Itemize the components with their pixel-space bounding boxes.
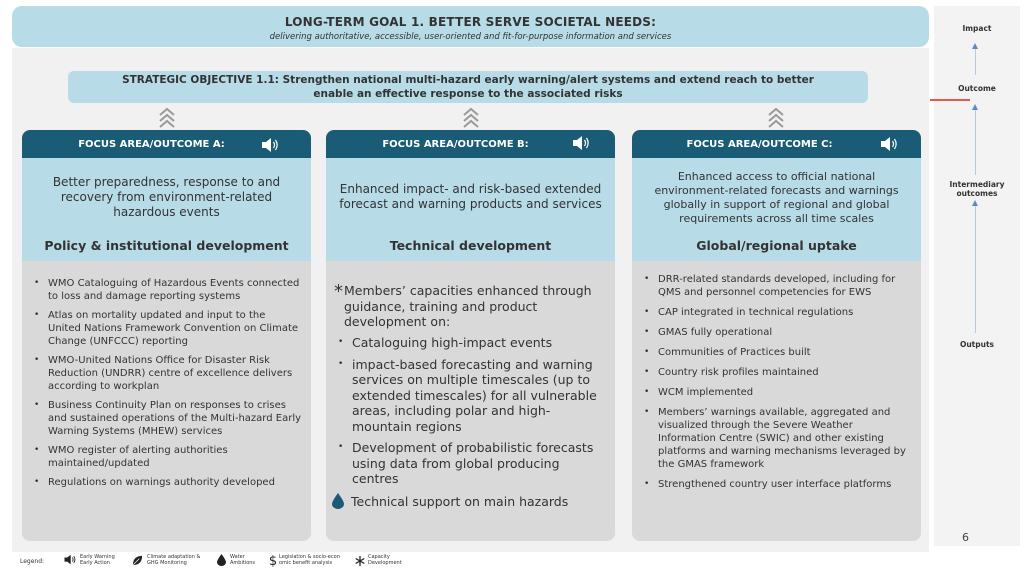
strategic-objective-box: [68, 71, 868, 103]
dollar-icon: [268, 553, 278, 567]
list-item: • WMO-United Nations Office for Disaster Risk Reduction (UNDRR) centre of excellence delivers according to workplan: [32, 354, 301, 393]
long-term-goal-banner: [12, 6, 929, 47]
arrow-up-icon: [972, 104, 978, 110]
focus-area-c-label: FOCUS AREA/OUTCOME C:: [686, 139, 833, 150]
track-a-title: Policy & institutional development: [44, 238, 289, 253]
water-drop-icon: [332, 493, 344, 509]
focus-area-a-header: [22, 130, 311, 158]
legend-label: Legend:: [20, 558, 45, 565]
arrow-up-icon: [972, 43, 978, 49]
sidebar-outputs-label: Outputs: [959, 340, 995, 349]
chain-connector-line: [975, 109, 976, 175]
focus-area-a-column: [22, 130, 311, 541]
focus-area-c-outcome: [632, 158, 921, 261]
list-item: • Atlas on mortality updated and input to the United Nations Framework Convention on Climate Change (UNFCCC) reporting: [32, 309, 301, 348]
focus-area-b-outputs: [326, 261, 615, 541]
list-item: • GMAS fully operational: [642, 326, 911, 339]
focus-area-b-label: FOCUS AREA/OUTCOME B:: [382, 139, 529, 150]
sidebar-outcome-label: Outcome: [958, 84, 996, 93]
outcome-a-text: Better preparedness, response to and recovery from environment-related hazardous events: [52, 175, 281, 219]
goal-subtitle: delivering authoritative, accessible, user-oriented and fit-for-purpose information and services: [269, 32, 672, 42]
objective-line-1: STRATEGIC OBJECTIVE 1.1: Strengthen national multi-hazard early warning/alert systems and extend reach to better: [122, 74, 814, 86]
focus-area-b-column: [326, 130, 615, 541]
chevron-up-icon: [767, 106, 785, 128]
water-drop-icon: [217, 554, 226, 566]
goal-title: LONG-TERM GOAL 1. BETTER SERVE SOCIETAL NEEDS:: [284, 15, 657, 29]
track-b-title: Technical development: [389, 238, 552, 253]
outputs-b-list: [336, 335, 601, 493]
track-c-title: Global/regional uptake: [696, 238, 857, 253]
outputs-a-list: [32, 277, 301, 495]
chevron-up-icon: [462, 106, 480, 128]
legend-item-climate-adaptation: Climate adaptation & GHG Monitoring: [147, 554, 201, 566]
list-item: • WCM implemented: [642, 386, 911, 399]
focus-area-c-column: [632, 130, 921, 541]
list-item: • Members’ warnings available, aggregated and visualized through the Severe Weather Information Centre (SWIC) and other existing platforms and warning mechanisms leveraged by the GMAS framework: [642, 406, 911, 471]
list-item: • Regulations on warnings authority developed: [32, 476, 301, 489]
speaker-icon: [260, 137, 280, 153]
sidebar-intermediary-label-2: outcomes: [956, 189, 998, 198]
current-level-marker: [930, 99, 970, 101]
list-item: • Communities of Practices built: [642, 346, 911, 359]
speaker-icon: [879, 136, 899, 152]
speaker-icon: [571, 135, 591, 151]
list-item: • Business Continuity Plan on responses to crises and sustained operations of the Multi-hazard Early Warning Systems (MHEW) services: [32, 399, 301, 438]
svg-text:$: $: [268, 554, 278, 567]
list-item: • CAP integrated in technical regulations: [642, 306, 911, 319]
focus-area-c-outputs: [632, 261, 921, 541]
focus-area-a-outputs: [22, 261, 311, 541]
legend-item-legislation: Legislation & socio-econ omic benefit analysis: [279, 554, 340, 566]
focus-area-c-header: [632, 130, 921, 158]
asterisk-icon: [355, 556, 365, 566]
arrow-up-icon: [972, 200, 978, 206]
chevron-up-icon: [158, 106, 176, 128]
water-support-text: Technical support on main hazards: [351, 494, 569, 509]
focus-area-a-outcome: [22, 158, 311, 261]
results-chain-sidebar: [934, 6, 1020, 546]
focus-area-b-header: [326, 130, 615, 158]
list-item: • Cataloguing high-impact events: [336, 335, 601, 351]
capacity-intro-text: Members’ capacities enhanced through guidance, training and product development on:: [344, 283, 592, 329]
asterisk-icon: *: [334, 281, 343, 302]
list-item: • DRR-related standards developed, including for QMS and personnel competencies for EWS: [642, 273, 911, 299]
list-item: • Country risk profiles maintained: [642, 366, 911, 379]
focus-area-b-outcome: [326, 158, 615, 261]
water-support-item: [332, 493, 607, 513]
legend-item-water: Water Ambitions: [230, 554, 256, 566]
speaker-icon: [63, 554, 77, 565]
outcome-c-text: Enhanced access to official national environment-related forecasts and warnings globally in support of regional and global requirements across all time scales: [654, 170, 899, 225]
focus-area-a-label: FOCUS AREA/OUTCOME A:: [78, 139, 225, 150]
list-item: • Development of probabilistic forecasts using data from global producing centres: [336, 440, 601, 487]
list-item: • WMO register of alerting authorities maintained/updated: [32, 444, 301, 470]
outputs-c-list: [642, 273, 911, 498]
legend-item-early-warning: Early Warning Early Action: [80, 554, 115, 566]
sidebar-impact-label: Impact: [962, 24, 992, 33]
list-item: • WMO Cataloguing of Hazardous Events connected to loss and damage reporting systems: [32, 277, 301, 303]
list-item: • impact-based forecasting and warning services on multiple timescales (up to extended timescales) for all vulnerable areas, including polar and high-mountain regions: [336, 357, 601, 435]
legend-item-capacity: Capacity Development: [368, 554, 402, 566]
sidebar-intermediary-label-1: Intermediary: [949, 180, 1005, 189]
list-item: • Strengthened country user interface platforms: [642, 478, 911, 491]
chain-connector-line: [975, 48, 976, 75]
outcome-b-text: Enhanced impact- and risk-based extended forecast and warning products and services: [339, 182, 602, 211]
page-number: 6: [962, 531, 969, 544]
objective-line-2: enable an effective response to the associated risks: [313, 88, 623, 100]
leaf-icon: [132, 555, 143, 566]
chain-connector-line: [975, 205, 976, 333]
